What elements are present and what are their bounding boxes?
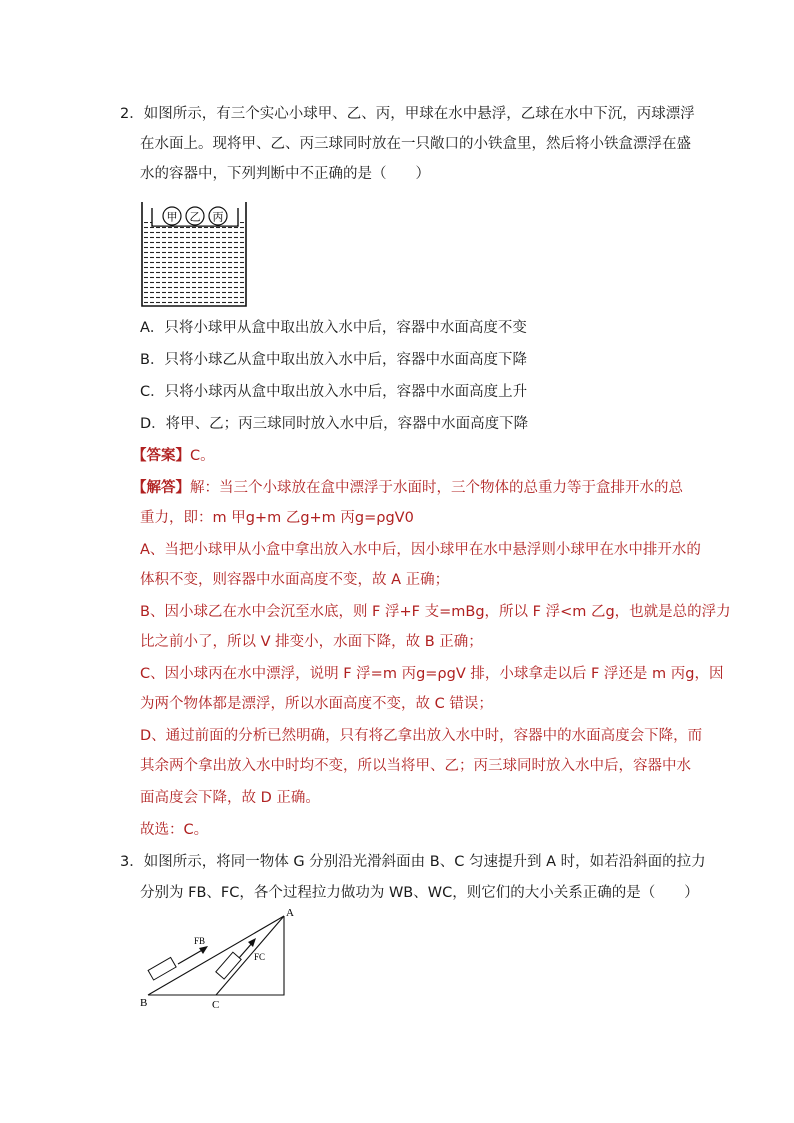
q2-solution-line-4: 体积不变，则容器中水面高度不变，故 A 正确； [140,572,450,588]
q2-solution-line-8: 为两个物体都是漂浮，所以水面高度不变，故 C 错误； [140,696,493,712]
q2-answer [132,446,215,466]
q2-stem-line-1: 2．如图所示，有三个实心小球甲、乙、丙，甲球在水中悬浮，乙球在水中下沉，丙球漂浮 [120,106,695,122]
label-c: C [212,999,220,1011]
solution-tag: 【解答】 [132,480,190,496]
q2-option-a: A．只将小球甲从盒中取出放入水中后，容器中水面高度不变 [140,320,527,336]
answer-value: C。 [190,448,215,464]
label-a: A [286,908,294,919]
q2-container-figure [138,200,250,310]
q2-solution-line-3: A、当把小球甲从小盒中拿出放入水中后，因小球甲在水中悬浮则小球甲在水中排开水的 [140,542,701,558]
q3-stem-line-2: 分别为 FB、FC，各个过程拉力做功为 WB、WC，则它们的大小关系正确的是（ ） [140,885,699,901]
label-fb: FB [194,936,206,946]
q2-stem-line-3: 水的容器中，下列判断中不正确的是（ ） [140,166,430,182]
q2-solution-line-2: 重力，即：m 甲g+m 乙g+m 丙g=ρgV0 [140,510,414,526]
answer-tag: 【答案】 [132,448,190,464]
q2-solution-line-1 [132,478,683,498]
q2-solution-line-7: C、因小球丙在水中漂浮，说明 F 浮=m 丙g=ρgV 排，小球拿走以后 F 浮还是 m 丙g，因 [140,666,724,682]
q2-option-d: D．将甲、乙；丙三球同时放入水中后，容器中水面高度下降 [140,416,529,432]
q2-solution-line-10: 其余两个拿出放入水中时均不变，所以当将甲、乙；丙三球同时放入水中后，容器中水 [140,758,691,774]
ball-label-jia: 甲 [166,210,178,224]
q2-solution-line-5: B、因小球乙在水中会沉至水底，则 F 浮+F 支=mBg，所以 F 浮<m 乙g，也就是总的浮力 [140,604,731,620]
q2-solution-line-6: 比之前小了，所以 V 排变小，水面下降，故 B 正确； [140,634,483,650]
q3-incline-figure [136,908,306,1012]
q2-solution-line-9: D、通过前面的分析已然明确，只有将乙拿出放入水中时，容器中的水面高度会下降，而 [140,728,703,744]
q2-solution-line-11: 面高度会下降，故 D 正确。 [140,790,320,806]
label-b: B [140,997,148,1009]
label-fc: FC [254,952,266,962]
ball-label-yi: 乙 [189,210,201,224]
q2-option-b: B．只将小球乙从盒中取出放入水中后，容器中水面高度下降 [140,352,527,368]
q2-stem-line-2: 在水面上。现将甲、乙、丙三球同时放在一只敞口的小铁盒里，然后将小铁盒漂浮在盛 [140,136,691,152]
ball-label-bing: 丙 [212,210,224,224]
solution-text-1: 解：当三个小球放在盒中漂浮于水面时，三个物体的总重力等于盒排开水的总 [190,480,683,496]
q3-stem-line-1: 3．如图所示，将同一物体 G 分别沿光滑斜面由 B、C 匀速提升到 A 时，如若沿斜面的拉力 [120,854,706,870]
q2-option-c: C．只将小球丙从盒中取出放入水中后，容器中水面高度上升 [140,384,528,400]
q2-solution-line-12: 故选：C。 [140,822,209,838]
